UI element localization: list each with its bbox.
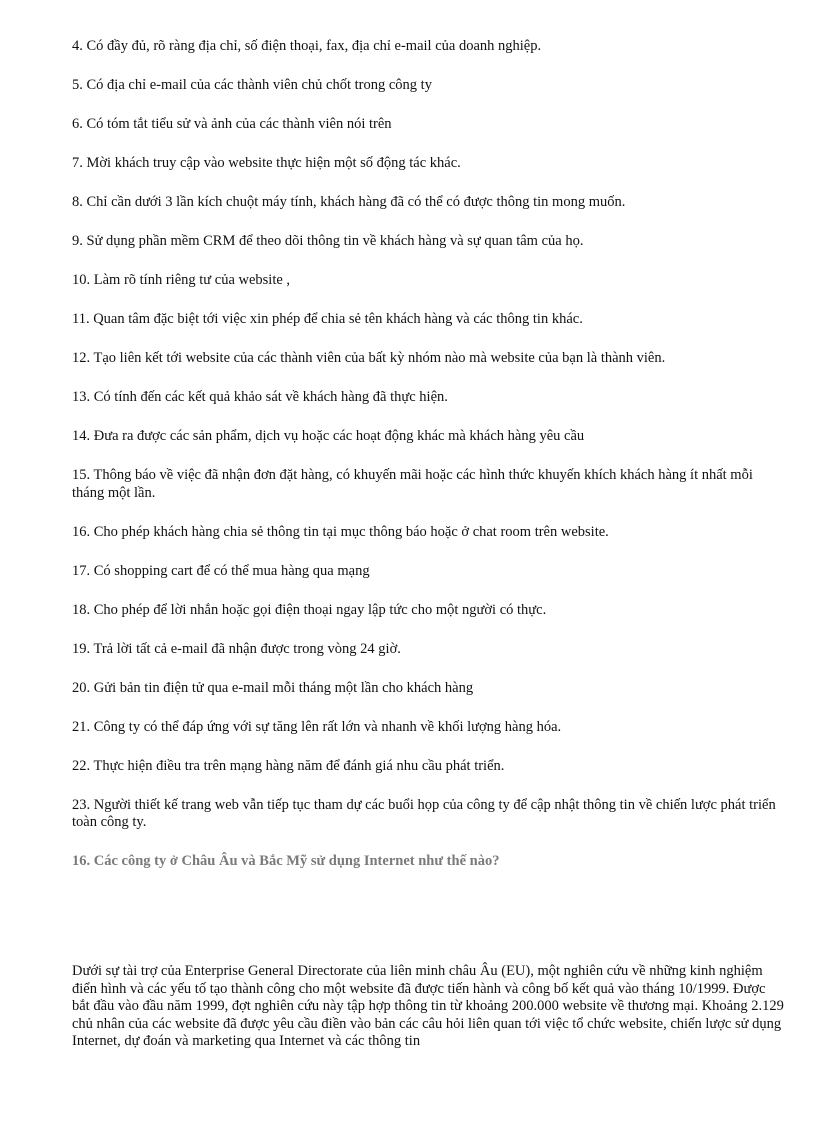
list-item-17: 17. Có shopping cart để có thể mua hàng qua mạng bbox=[72, 562, 370, 579]
list-item-5: 5. Có địa chỉ e-mail của các thành viên chủ chốt trong công ty bbox=[72, 77, 432, 93]
list-item-12: 12. Tạo liên kết tới website của các thành viên của bất kỳ nhóm nào mà website của bạn là thành viên. bbox=[72, 350, 666, 366]
list-item-23: 23. Người thiết kế trang web vẫn tiếp tục tham dự các buổi họp của công ty để cập nhật thông tin về chiến lược phát triển toàn công ty. bbox=[72, 796, 776, 830]
list-item-10: 10. Làm rõ tính riêng tư của website , bbox=[72, 272, 291, 288]
list-item-22: 22. Thực hiện điều tra trên mạng hàng năm để đánh giá nhu cầu phát triển. bbox=[72, 757, 505, 774]
list-item-6: 6. Có tóm tắt tiểu sử và ảnh của các thành viên nói trên bbox=[72, 116, 392, 132]
list-item-7: 7. Mời khách truy cập vào website thực hiện một số động tác khác. bbox=[72, 155, 461, 171]
document-page bbox=[72, 38, 784, 871]
list-item-11: 11. Quan tâm đặc biệt tới việc xin phép để chia sẻ tên khách hàng và các thông tin khác. bbox=[72, 311, 583, 327]
section-heading: 16. Các công ty ở Châu Âu và Bắc Mỹ sử dụng Internet như thế nào? bbox=[72, 853, 500, 869]
list-item-4: 4. Có đầy đủ, rõ ràng địa chỉ, số điện thoại, fax, địa chỉ e-mail của doanh nghiệp. bbox=[72, 38, 542, 54]
body-paragraph: Dưới sự tài trợ của Enterprise General Directorate của liên minh châu Âu (EU), một nghiên cứu về những kinh nghiệm điển hình và các yếu tố tạo thành công cho một website đã được tiến hành và công bố kết quả vào tháng 10/1999. Được bắt đầu vào đầu năm 1999, đợt nghiên cứu này tập hợp thông tin từ khoảng 200.000 website về thương mại. Khoảng 2.129 chủ nhân của các website đã được yêu cầu điền vào bản các câu hỏi liên quan tới việc tổ chức website, chiến lược sử dụng Internet, dự đoán và marketing qua Internet và các thông tin bbox=[72, 963, 784, 1049]
list-item-14: 14. Đưa ra được các sản phẩm, dịch vụ hoặc các hoạt động khác mà khách hàng yêu cầu bbox=[72, 428, 585, 444]
list-item-21: 21. Công ty có thể đáp ứng với sự tăng lên rất lớn và nhanh về khối lượng hàng hóa. bbox=[72, 718, 562, 735]
list-item-19: 19. Trả lời tất cả e-mail đã nhận được trong vòng 24 giờ. bbox=[72, 640, 401, 657]
list-item-9: 9. Sử dụng phần mềm CRM để theo dõi thông tin về khách hàng và sự quan tâm của họ. bbox=[72, 233, 584, 249]
list-item-20: 20. Gửi bản tin điện tử qua e-mail mỗi tháng một lần cho khách hàng bbox=[72, 679, 474, 696]
list-item-8: 8. Chỉ cần dưới 3 lần kích chuột máy tính, khách hàng đã có thể có được thông tin mong muốn. bbox=[72, 194, 626, 210]
list-item-18: 18. Cho phép để lời nhắn hoặc gọi điện thoại ngay lập tức cho một người có thực. bbox=[72, 601, 547, 618]
list-item-16: 16. Cho phép khách hàng chia sẻ thông tin tại mục thông báo hoặc ở chat room trên website. bbox=[72, 523, 609, 540]
list-item-15: 15. Thông báo về việc đã nhận đơn đặt hàng, có khuyến mãi hoặc các hình thức khuyến khích khách hàng ít nhất mỗi tháng một lần. bbox=[72, 467, 753, 501]
list-item-13: 13. Có tính đến các kết quả khảo sát về khách hàng đã thực hiện. bbox=[72, 389, 448, 405]
